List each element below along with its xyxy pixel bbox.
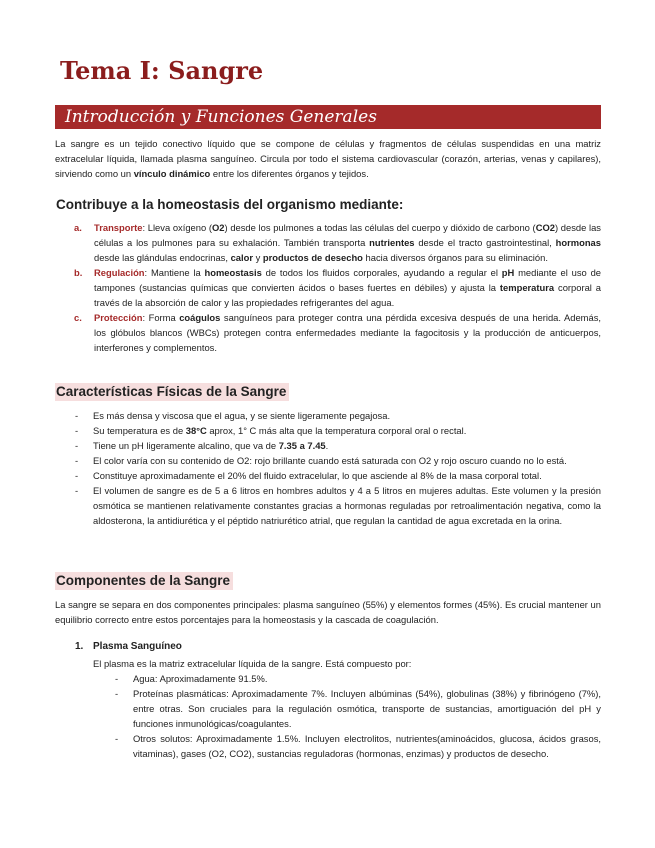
- heading-fisicas: Características Físicas de la Sangre: [55, 383, 289, 401]
- list-item: - Tiene un pH ligeramente alcalino, que va de 7.35 a 7.45.: [75, 440, 329, 451]
- heading-homeostasis: Contribuye a la homeostasis del organismo mediante:: [56, 197, 404, 212]
- intro-paragraph: La sangre es un tejido conectivo líquido que se compone de células y fragmentos de células suspendidas en una matriz extracelular líquida, llamada plasma sanguíneo. Circula por todo el sistema cardiovascular (corazón, arterias, venas y capilares), sirviendo como un vínculo dinámico entre los diferentes órganos y tejidos.: [55, 138, 601, 179]
- plasma-heading: 1. Plasma Sanguíneo: [75, 641, 182, 652]
- list-item: - Su temperatura es de 38°C aprox, 1° C más alta que la temperatura corporal oral o rectal.: [75, 425, 467, 436]
- section-banner: Introducción y Funciones Generales: [55, 105, 601, 129]
- list-item: - Agua: Aproximadamente 91.5%.: [115, 673, 268, 684]
- plasma-list: [115, 671, 601, 761]
- list-item: - Otros solutos: Aproximadamente 1.5%. Incluyen electrolitos, nutrientes(aminoácidos, glucosa, ácidos grasos, vitaminas), gases (O2, CO2), sustancias reguladoras (hormonas, enzimas) y productos de desecho.: [115, 733, 601, 759]
- list-item: b. Regulación: Mantiene la homeostasis de todos los fluidos corporales, ayudando a regular el pH mediante el uso de tampones (sustancias químicas que convierten ácidos o bases fuertes en débiles) y ajusta la temperatura corporal a través de la absorción de calor y las propiedades refrigerantes del agua.: [74, 267, 602, 308]
- functions-list: [70, 220, 601, 355]
- heading-componentes: Componentes de la Sangre: [55, 572, 233, 590]
- componentes-paragraph: La sangre se separa en dos componentes principales: plasma sanguíneo (55%) y elementos formes (45%). Es crucial mantener un equilibrio correcto entre estos porcentajes para la homeostasis y la cascada de coagulación.: [55, 599, 601, 625]
- list-item: - El color varía con su contenido de O2: rojo brillante cuando está saturada con O2 y rojo oscuro cuando no lo está.: [75, 455, 567, 466]
- fisicas-list: [75, 408, 601, 528]
- list-item: c. Protección: Forma coágulos sanguíneos para proteger contra una pérdida excesiva después de una herida. Además, los glóbulos blancos (WBCs) protegen contra enfermedades mediante la fagocitosis y la producción de anticuerpos, interferones y complementos.: [74, 312, 601, 353]
- list-item: - Proteínas plasmáticas: Aproximadamente 7%. Incluyen albúminas (54%), globulinas (38%) y fibrinógeno (7%), entre otras. Son cruciales para la regulación osmótica, transporte de sustancias, amortiguación del pH y funciones inmunológicas/coagulantes.: [115, 688, 601, 729]
- page-title: Tema I: Sangre: [60, 56, 264, 85]
- list-item: - El volumen de sangre es de 5 a 6 litros en hombres adultos y 4 a 5 litros en mujeres adultas. Este volumen y la presión osmótica se mantienen relativamente constantes gracias a hormonas reguladas por retroalimentación negativa, como la aldosterona, la antidiurética y el péptido natriurético atrial, que regulan la cantidad de agua excretada en la orina.: [75, 485, 601, 526]
- list-item: - Es más densa y viscosa que el agua, y se siente ligeramente pegajosa.: [75, 410, 391, 421]
- plasma-text: El plasma es la matriz extracelular líquida de la sangre. Está compuesto por:: [93, 658, 412, 669]
- list-item: a. Transporte: Lleva oxígeno (O2) desde los pulmones a todas las células del cuerpo y dióxido de carbono (CO2) desde las células a los pulmones para su exhalación. También transporta nutrientes desde el tracto gastrointestinal, hormonas desde las glándulas endocrinas, calor y productos de desecho hacia diversos órganos para su eliminación.: [74, 222, 601, 263]
- list-item: - Constituye aproximadamente el 20% del fluido extracelular, lo que asciende al 8% de la masa corporal total.: [75, 470, 542, 481]
